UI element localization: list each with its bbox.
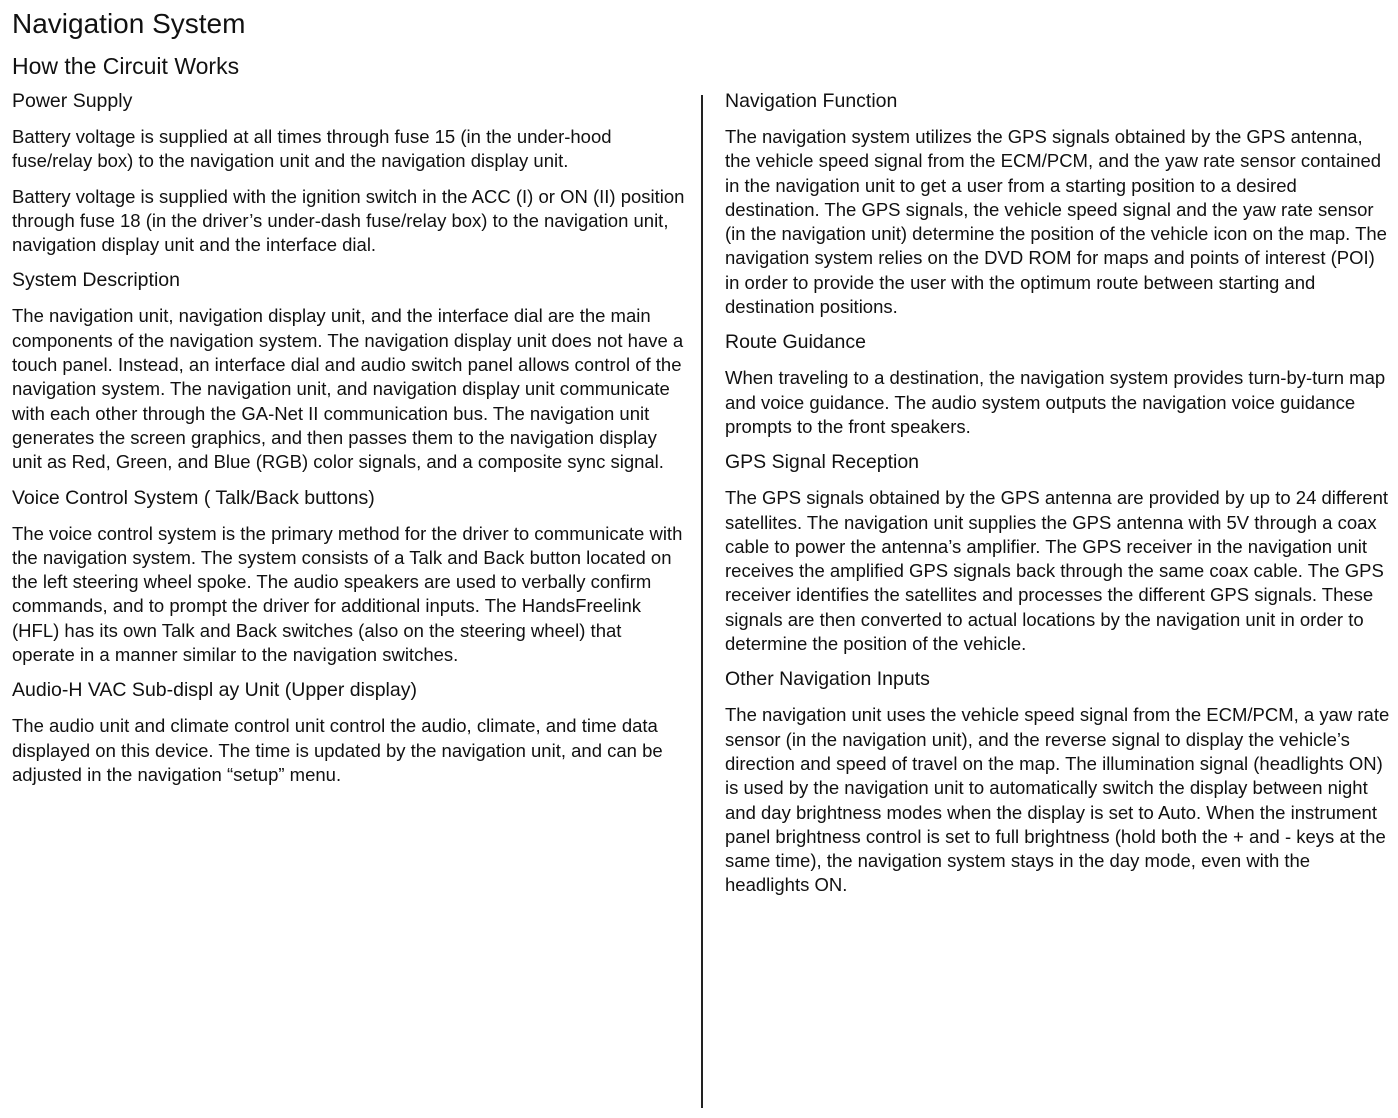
- section-route-guidance: [725, 330, 1393, 439]
- column-divider: [701, 95, 703, 1108]
- section-heading: GPS Signal Reception: [725, 451, 920, 474]
- section-heading: Voice Control System ( Talk/Back buttons): [12, 486, 375, 509]
- right-column: [725, 89, 1393, 909]
- paragraph: When traveling to a destination, the navigation system provides turn-by-turn map and voice guidance. The audio system outputs the navigation voice guidance prompts to the front speakers.: [725, 367, 1386, 437]
- page-subtitle: How the Circuit Works: [12, 53, 240, 79]
- section-heading: Navigation Function: [725, 90, 898, 112]
- section-heading: Route Guidance: [725, 331, 866, 354]
- paragraph: The navigation unit, navigation display unit, and the interface dial are the main components of the navigation system. The navigation display unit does not have a touch panel. Instead, an interface dial and audio switch panel allows control of the navigation system. The navigation unit, and navigation display unit communicate with each other through the GA-Net II communication bus. The navigation unit generates the screen graphics, and then passes them to the navigation display unit as Red, Green, and Blue (RGB) color signals, and a composite sync signal.: [12, 305, 684, 473]
- paragraph: The audio unit and climate control unit control the audio, climate, and time data displayed on this device. The time is updated by the navigation unit, and can be adjusted in the navigation “setup” menu.: [12, 715, 663, 785]
- paragraph: Battery voltage is supplied at all times through fuse 15 (in the under-hood fuse/relay box) to the navigation unit and the navigation display unit.: [12, 126, 612, 172]
- section-power-supply: [12, 89, 688, 257]
- section-other-navigation-inputs: [725, 667, 1393, 897]
- page-title: Navigation System: [12, 8, 246, 39]
- paragraph: The navigation system utilizes the GPS signals obtained by the GPS antenna, the vehicle speed signal from the ECM/PCM, and the yaw rate sensor contained in the navigation unit to get a user from a starting position to a desired destination. The GPS signals, the vehicle speed signal and the yaw rate sensor (in the navigation unit) determine the position of the vehicle icon on the map. The navigation system relies on the DVD ROM for maps and points of interest (POI) in order to provide the user with the optimum route between starting and destination positions.: [725, 126, 1387, 318]
- section-heading: Audio-H VAC Sub-displ ay Unit (Upper display): [12, 679, 417, 702]
- paragraph: The voice control system is the primary method for the driver to communicate with the navigation system. The system consists of a Talk and Back button located on the left steering wheel spoke. The audio speakers are used to verbally confirm commands, and to prompt the driver for additional inputs. The HandsFreelink (HFL) has its own Talk and Back switches (also on the steering wheel) that operate in a manner similar to the navigation switches.: [12, 522, 683, 666]
- section-system-description: [12, 268, 688, 474]
- paragraph: The navigation unit uses the vehicle speed signal from the ECM/PCM, a yaw rate sensor (in the navigation unit), and the reverse signal to display the vehicle’s direction and speed of travel on the map. The illumination signal (headlights ON) is used by the navigation unit to automatically switch the display between night and day brightness modes when the display is set to Auto. When the instrument panel brightness control is set to full brightness (hold both the + and - keys at the same time), the navigation system stays in the day mode, even with the headlights ON.: [725, 704, 1390, 896]
- paragraph: The GPS signals obtained by the GPS antenna are provided by up to 24 different satellites. The navigation unit supplies the GPS antenna with 5V through a coax cable to power the antenna’s amplifier. The GPS receiver in the navigation unit receives the amplified GPS signals back through the same coax cable. The GPS receiver identifies the satellites and processes the different GPS signals. These signals are then converted to actual locations by the navigation unit in order to determine the position of the vehicle.: [725, 487, 1389, 655]
- section-audio-hvac-sub-display: [12, 678, 688, 787]
- section-gps-signal-reception: [725, 450, 1393, 656]
- section-heading: System Description: [12, 269, 180, 292]
- section-navigation-function: [725, 89, 1393, 319]
- paragraph: Battery voltage is supplied with the ignition switch in the ACC (I) or ON (II) position through fuse 18 (in the driver’s under-dash fuse/relay box) to the navigation unit, navigation display unit and the interface dial.: [12, 185, 685, 256]
- section-voice-control-system: [12, 486, 688, 668]
- section-heading: Other Navigation Inputs: [725, 668, 930, 691]
- section-heading: Power Supply: [12, 90, 133, 112]
- left-column: [12, 89, 688, 798]
